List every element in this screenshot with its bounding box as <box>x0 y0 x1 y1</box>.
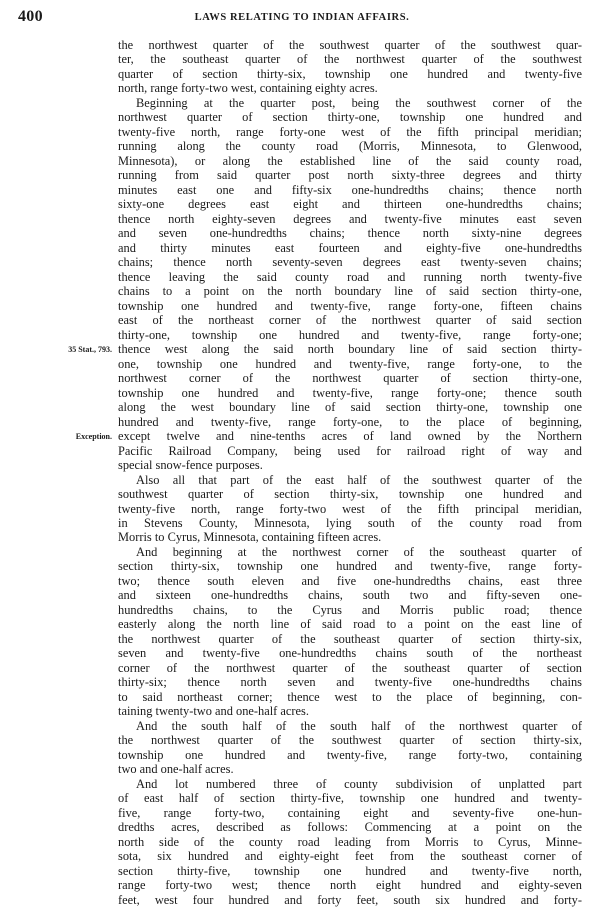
page-header <box>18 8 586 28</box>
text-line: along the west boundary line of said section thirty-one, township one <box>118 400 582 415</box>
text-line: easterly along the north line of said road to a point on the east line of <box>118 617 582 632</box>
text-line: two and one-half acres. <box>118 762 234 777</box>
text-line: chains to a point on the north boundary line of said section thirty-one, <box>118 284 582 299</box>
text-line: two; thence south eleven and five one-hundredths chains, east three <box>118 573 582 588</box>
text-line: And the south half of the south half of the northwest quarter of <box>136 718 582 733</box>
text-line: township one hundred and twenty-five, range forty-two, containing <box>118 747 582 762</box>
text-line: north, range forty-two west, containing eighty acres. <box>118 81 378 96</box>
text-line: Morris to Cyrus, Minnesota, containing fifteen acres. <box>118 530 382 545</box>
body-text <box>118 38 582 907</box>
text-line: east of the northeast corner of the northwest quarter of said section <box>118 313 582 328</box>
text-line: five, range forty-two, containing eight and seventy-five one-hun- <box>118 805 582 820</box>
text-line: except twelve and nine-tenths acres of land owned by the Northern <box>118 429 582 444</box>
text-line: running along the county road (Morris, Minnesota, to Glenwood, <box>118 139 582 154</box>
text-line: sixty-one degrees east eight and thirteen one-hundredths chains; <box>118 197 582 212</box>
text-line: and thirty minutes east fourteen and eighty-five one-hundredths <box>118 240 582 255</box>
paragraph <box>118 38 582 96</box>
text-line: the northwest quarter of the southeast quarter of section thirty-six, <box>118 631 582 646</box>
paragraph <box>118 719 582 777</box>
text-line: township one hundred and twenty-five, range forty-one; thence south <box>118 385 582 400</box>
text-line: range forty-two west; thence north eight hundred and eighty-seven <box>118 878 582 893</box>
text-line: And lot numbered three of county subdivision of unplatted part <box>136 776 582 791</box>
text-line: ter, the southeast quarter of the northwest quarter of the southwest <box>118 52 582 67</box>
text-line: the northwest quarter of the southwest quarter of the southwest quar- <box>118 38 582 52</box>
text-line: feet, west four hundred and forty feet, south six hundred and forty- <box>118 892 582 907</box>
text-line: north side of the county road leading from Morris to Cyrus, Minne- <box>118 834 582 849</box>
text-line: the northwest quarter of the southwest quarter of section thirty-six, <box>118 733 582 748</box>
text-line: southwest quarter of section thirty-six, township one hundred and <box>118 487 582 502</box>
text-line: Also all that part of the east half of the southwest quarter of the <box>136 472 582 487</box>
text-line: thence west along the said north boundary line of said section thirty- <box>118 342 582 357</box>
text-line: one, township one hundred and twenty-five, range forty-one, to the <box>118 356 582 371</box>
text-line: And beginning at the northwest corner of the southeast quarter of <box>136 544 582 559</box>
text-line: of east half of section thirty-five, township one hundred and twenty- <box>118 791 582 806</box>
paragraph <box>118 96 582 473</box>
text-line: township one hundred and twenty-five, range forty-one, fifteen chains <box>118 298 582 313</box>
text-line: northwest quarter of section thirty-one, township one hundred and <box>118 110 582 125</box>
text-line: section thirty-six, township one hundred and twenty-five, range forty- <box>118 559 582 574</box>
text-line: seven and twenty-five one-hundredths chains south of the northeast <box>118 646 582 661</box>
text-line: dredths acres, described as follows: Commencing at a point on the <box>118 820 582 835</box>
paragraph <box>118 473 582 545</box>
text-line: thence leaving the said county road and running north twenty-five <box>118 269 582 284</box>
text-line: hundred and twenty-five, range forty-one, to the place of beginning, <box>118 414 582 429</box>
text-line: northwest corner of the northwest quarter of section thirty-one, <box>118 371 582 386</box>
text-line: section thirty-five, township one hundred and twenty-five north, <box>118 863 582 878</box>
text-line: Beginning at the quarter post, being the southwest corner of the <box>136 95 582 110</box>
text-line: corner of the northwest quarter of the southeast quarter of section <box>118 660 582 675</box>
page-number: 400 <box>18 8 43 25</box>
side-note-exception: Exception. <box>75 432 112 441</box>
text-line: twenty-five north, range forty-one west of the fifth principal meridian; <box>118 124 582 139</box>
text-line: quarter of section thirty-six, township one hundred and twenty-five <box>118 66 582 81</box>
text-line: hundredths chains, to the Cyrus and Morris public road; thence <box>118 602 582 617</box>
text-line: thence north eighty-seven degrees and twenty-five minutes east seven <box>118 211 582 226</box>
text-line: taining twenty-two and one-half acres. <box>118 704 309 719</box>
text-line: and seven one-hundredths chains; thence north sixty-nine degrees <box>118 226 582 241</box>
text-line: Minnesota), or along the established line of the said county road, <box>118 153 582 168</box>
text-line: special snow-fence purposes. <box>118 458 263 473</box>
text-line: chains; thence north seventy-seven degrees east twenty-seven chains; <box>118 255 582 270</box>
text-line: to said northeast corner; thence west to the place of beginning, con- <box>118 689 582 704</box>
text-line: minutes east one and fifty-six one-hundredths chains; thence north <box>118 182 582 197</box>
text-line: twenty-five north, range forty-two west of the fifth principal meridian, <box>118 501 582 516</box>
text-line: running from said quarter post north sixty-three degrees and thirty <box>118 168 582 183</box>
running-title: LAWS RELATING TO INDIAN AFFAIRS. <box>194 12 410 23</box>
paragraph <box>118 777 582 907</box>
text-line: thirty-one, township one hundred and twenty-five, range forty-one; <box>118 327 582 342</box>
text-line: and sixteen one-hundredths chains, south two and fifty-seven one- <box>118 588 582 603</box>
text-line: sota, six hundred and eighty-eight feet from the southeast corner of <box>118 849 582 864</box>
text-line: Pacific Railroad Company, being used for railroad right of way and <box>118 443 582 458</box>
text-line: in Stevens County, Minnesota, lying south of the county road from <box>118 515 582 530</box>
side-note-statute: 35 Stat., 793. <box>68 345 112 354</box>
paragraph <box>118 545 582 719</box>
text-line: thirty-six; thence north seven and twenty-five one-hundredths chains <box>118 675 582 690</box>
